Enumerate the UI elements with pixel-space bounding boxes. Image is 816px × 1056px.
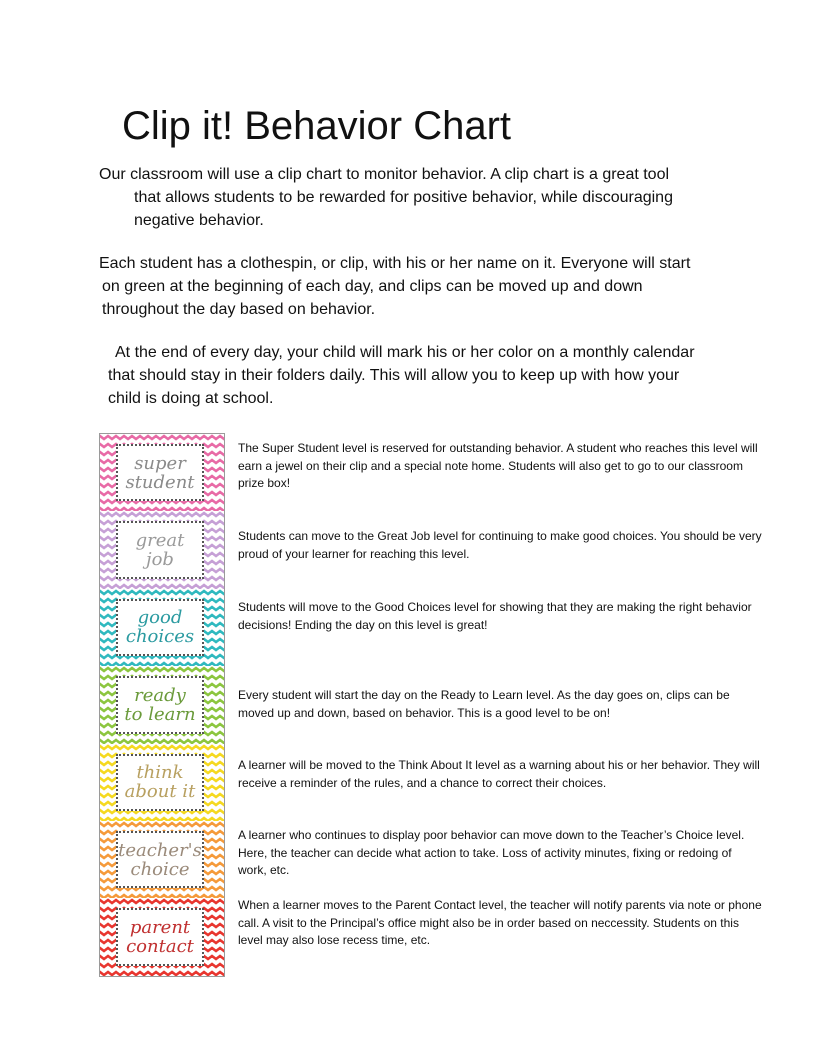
intro-line: Each student has a clothespin, or clip, with his or her name on it. Everyone will start (99, 255, 691, 272)
clip-level-band (100, 511, 224, 589)
intro-paragraph-1 (99, 163, 673, 232)
level-label-line: to learn (124, 703, 196, 725)
level-label-card (116, 676, 204, 733)
intro-line: At the end of every day, your child will mark his or her color on a monthly calendar (115, 344, 695, 361)
level-label-text (126, 608, 194, 646)
level-label-line: super (134, 452, 186, 474)
level-label-line: choices (125, 626, 195, 648)
intro-line: on green at the beginning of each day, and clips can be moved up and down (102, 278, 643, 295)
clip-level-band (100, 434, 224, 512)
intro-line: that should stay in their folders daily. This will allow you to keep up with how your (108, 367, 680, 384)
level-label-line: think (136, 762, 184, 784)
level-description-teachers-choice: A learner who continues to display poor behavior can move down to the Teacher’s Choice level. Here, the teacher can decide what action to take. Loss of activity minutes, fixing or redoing of work, etc. (238, 828, 745, 877)
level-label-text (126, 918, 194, 956)
level-label-line: choice (130, 858, 190, 880)
level-label-line: about it (124, 781, 196, 803)
level-label-line: parent (129, 917, 191, 939)
level-label-card (116, 831, 204, 888)
level-label-line: good (137, 607, 183, 629)
level-label-card (116, 599, 204, 656)
level-label-card (116, 521, 204, 578)
level-description-great-job: Students can move to the Great Job level for continuing to make good choices. You should be very proud of your learner for reaching this level. (238, 529, 762, 561)
clip-chart-image (99, 433, 225, 977)
level-label-card (116, 444, 204, 501)
intro-line: negative behavior. (134, 212, 264, 229)
intro-line: that allows students to be rewarded for positive behavior, while discouraging (134, 189, 673, 206)
level-label-line: contact (126, 936, 194, 958)
clip-level-band (100, 589, 224, 667)
page-title: Clip it! Behavior Chart (122, 104, 512, 148)
level-label-line: great (135, 530, 185, 552)
level-label-line: teacher's (118, 839, 202, 861)
level-label-line: student (125, 471, 195, 493)
intro-line: child is doing at school. (108, 390, 274, 407)
level-label-line: job (146, 549, 174, 571)
intro-paragraph-3 (99, 341, 695, 410)
level-label-card (116, 754, 204, 811)
level-description-think-about-it: A learner will be moved to the Think About It level as a warning about his or her behavior. They will receive a reminder of the rules, and a chance to correct their choices. (238, 758, 760, 790)
intro-paragraph-2 (99, 252, 690, 321)
clip-level-band (100, 821, 224, 899)
intro-line: Our classroom will use a clip chart to monitor behavior. A clip chart is a great tool (99, 166, 670, 183)
level-label-text (118, 841, 202, 879)
level-description-good-choices: Students will move to the Good Choices level for showing that they are making the right behavior decisions! Ending the day on this level is great! (238, 600, 752, 632)
level-label-text (125, 454, 194, 492)
intro-line: throughout the day based on behavior. (102, 301, 376, 318)
level-description-ready-to-learn: Every student will start the day on the Ready to Learn level. As the day goes on, clips can be moved up and down, based on behavior. This is a good level to be on! (238, 688, 730, 720)
clip-level-band (100, 744, 224, 822)
clip-level-band (100, 898, 224, 976)
level-label-line: ready (134, 684, 186, 706)
level-description-parent-contact: When a learner moves to the Parent Contact level, the teacher will notify parents via note or phone call. A visit to the Principal’s office might also be in order based on neccessity. Students on this level may also lose recess time, etc. (238, 898, 762, 947)
level-label-text (125, 763, 196, 801)
level-label-text (136, 531, 185, 569)
clip-level-band (100, 666, 224, 744)
level-description-super-student: The Super Student level is reserved for outstanding behavior. A student who reaches this level will earn a jewel on their clip and a special note home. Students will also get to go to our classroom prize box! (238, 441, 758, 490)
level-label-card (116, 908, 204, 965)
level-label-text (124, 686, 195, 724)
